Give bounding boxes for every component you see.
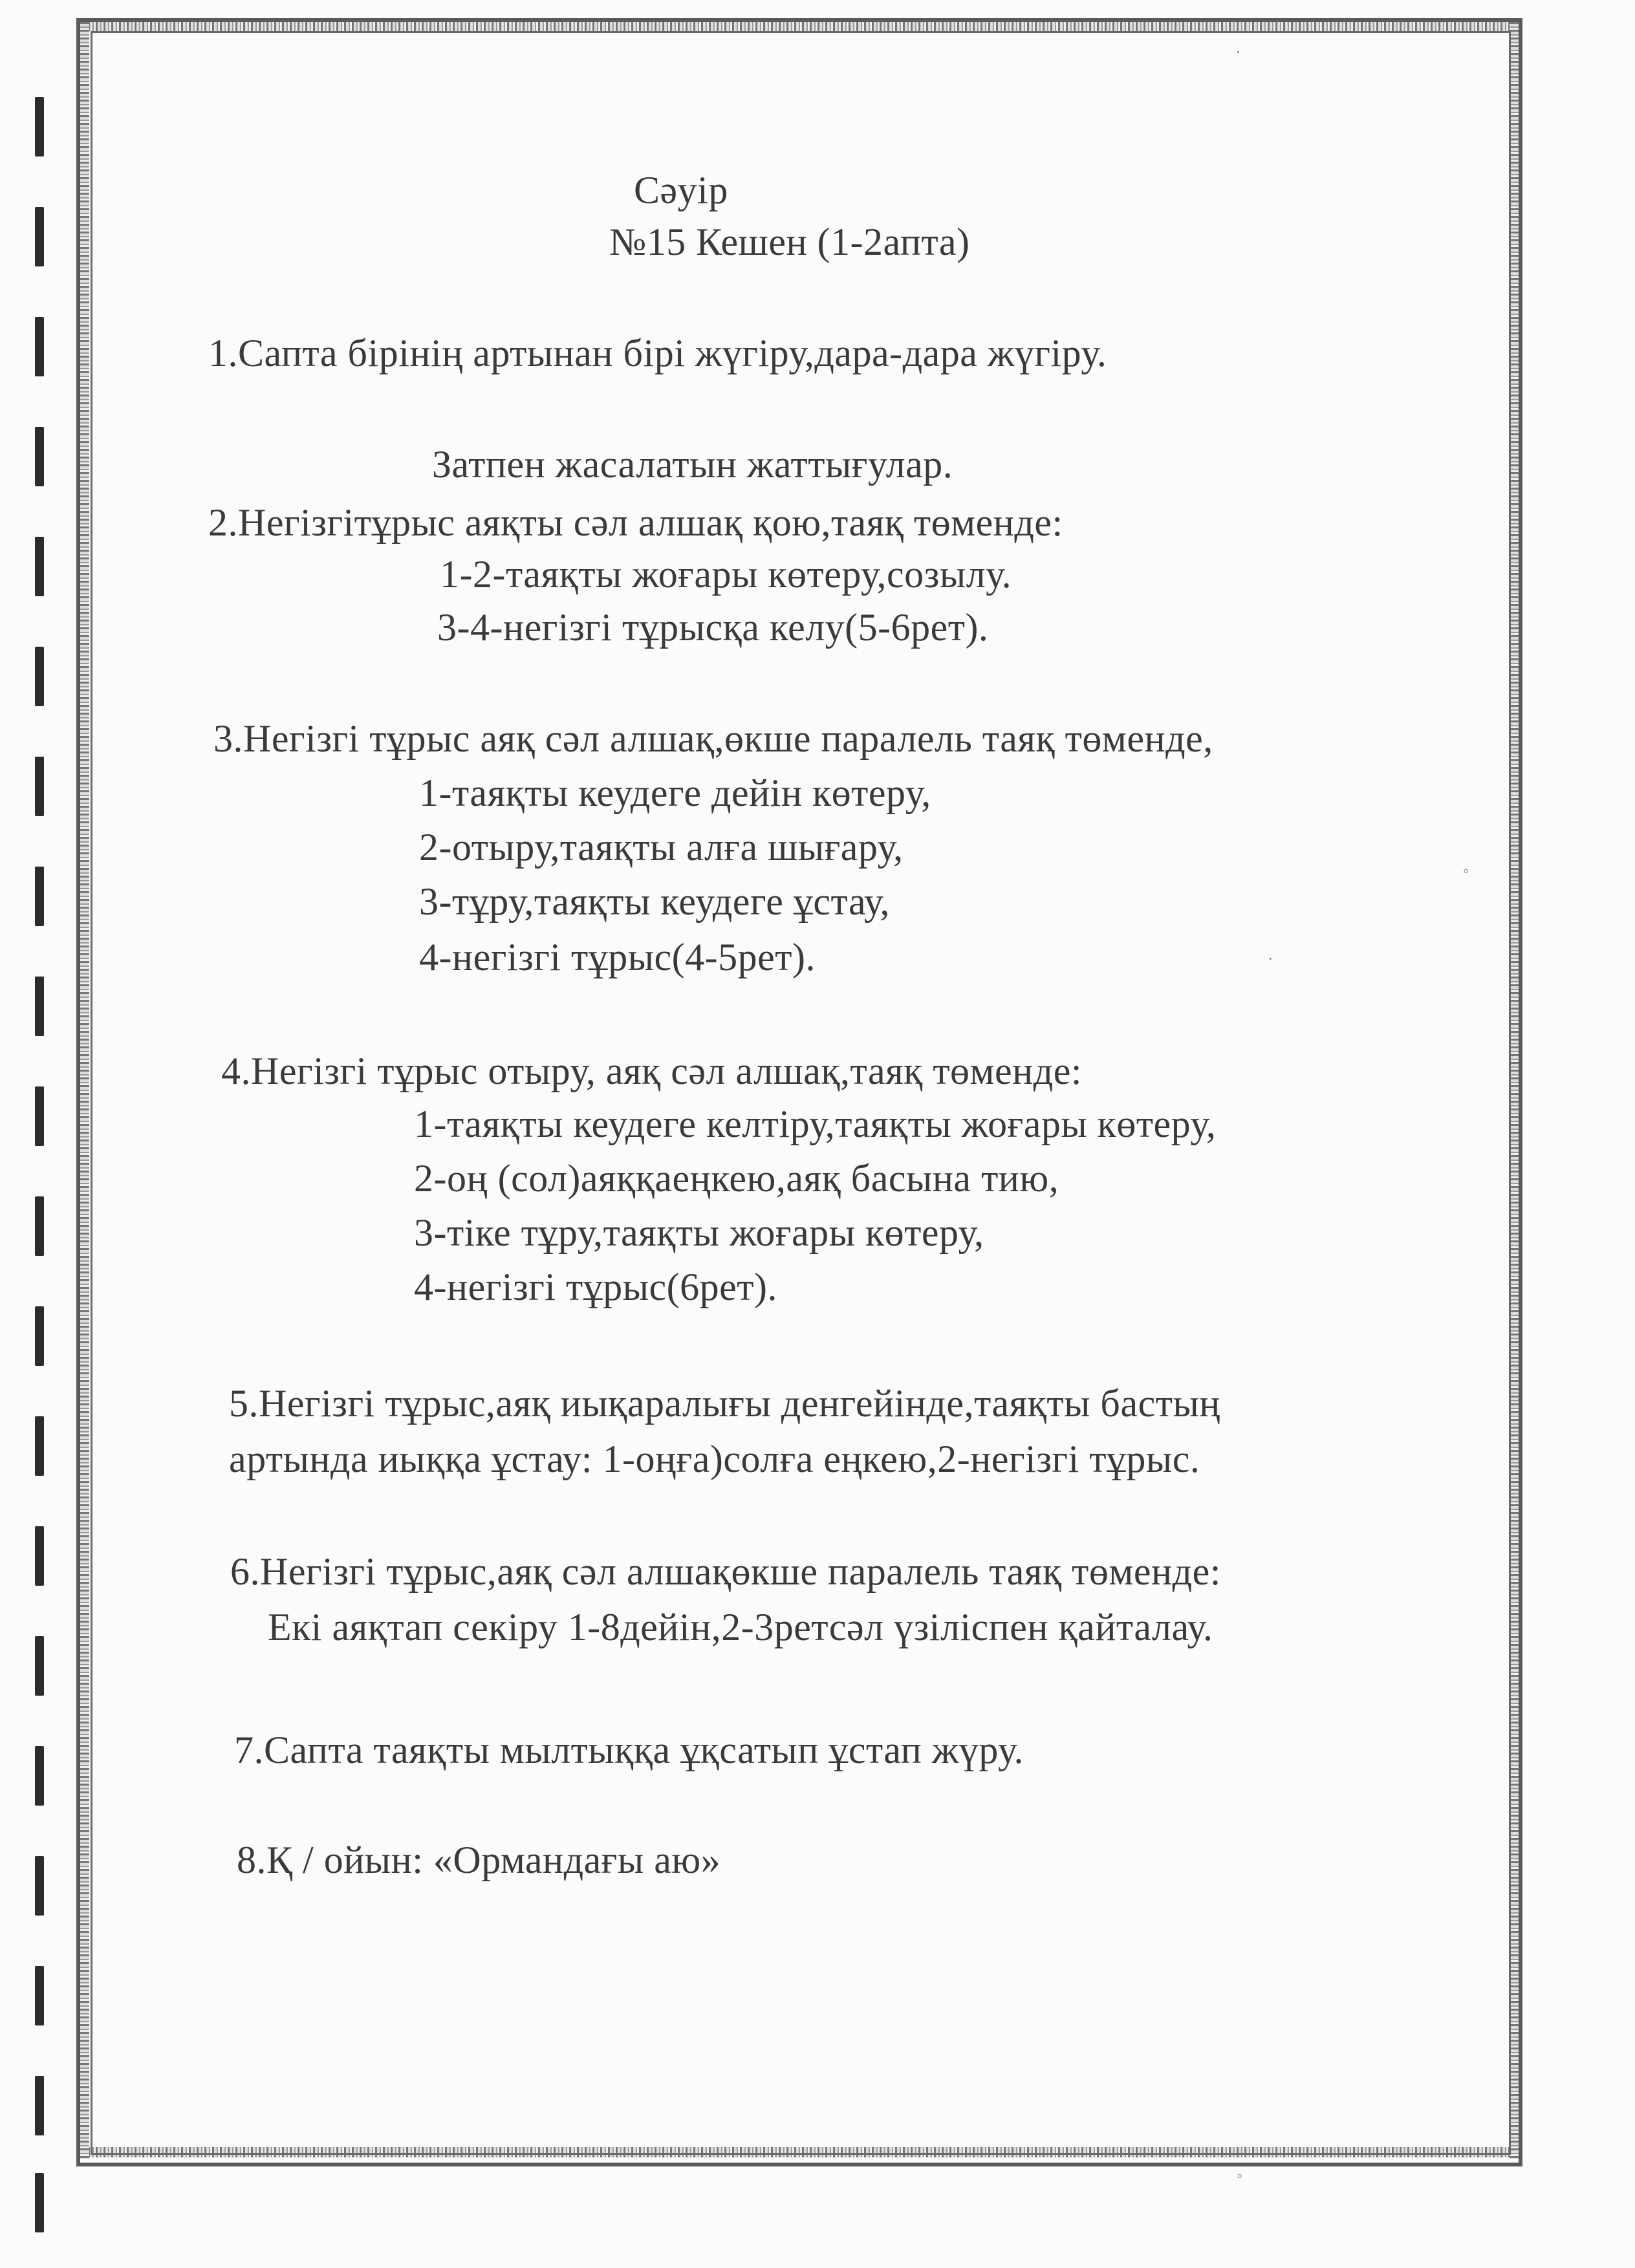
exercise-line-continued: Екі аяқтап секіру 1-8дейін,2-3ретсәл үзіліспен қайталау. bbox=[268, 1606, 1213, 1648]
exercise-line: 1.Сапта бірінің артынан бірі жүгіру,дара-дара жүгіру. bbox=[208, 332, 1107, 374]
section-heading: Затпен жасалатын жаттығулар. bbox=[432, 443, 953, 486]
exercise-line: 4.Негізгі тұрыс отыру, аяқ сәл алшақ,таяқ төменде: bbox=[221, 1050, 1083, 1092]
month-heading: Сәуір bbox=[634, 169, 728, 211]
exercise-line: 3.Негізгі тұрыс аяқ сәл алшақ,өкше паралель таяқ төменде, bbox=[213, 717, 1213, 760]
exercise-step: 1-таяқты кеудеге келтіру,таяқты жоғары көтеру, bbox=[414, 1103, 1217, 1145]
scan-speck: · bbox=[1235, 43, 1241, 61]
exercise-line: 6.Негізгі тұрыс,аяқ сәл алшақөкше паралель таяқ төменде: bbox=[230, 1550, 1221, 1593]
exercise-step: 3-тіке тұру,таяқты жоғары көтеру, bbox=[414, 1211, 984, 1254]
exercise-step: 2-отыру,таяқты алға шығару, bbox=[419, 826, 904, 869]
exercise-step: 1-2-таяқты жоғары көтеру,созылу. bbox=[440, 553, 1012, 596]
exercise-step: 3-4-негізгі тұрысқа келу(5-6рет). bbox=[437, 606, 989, 649]
scan-speck: · bbox=[1268, 949, 1273, 968]
complex-title: №15 Кешен (1-2апта) bbox=[609, 221, 970, 263]
exercise-line: 5.Негізгі тұрыс,аяқ иықаралығы денгейінде,таяқты бастың bbox=[229, 1382, 1220, 1425]
exercise-line: 2.Негізгітұрыс аяқты сәл алшақ қою,таяқ төменде: bbox=[208, 501, 1063, 544]
exercise-step: 1-таяқты кеудеге дейін көтеру, bbox=[419, 772, 931, 814]
exercise-step: 4-негізгі тұрыс(4-5рет). bbox=[419, 936, 816, 978]
game-line: 8.Қ / ойын: «Ормандағы аю» bbox=[237, 1839, 721, 1881]
scan-speck: ◦ bbox=[1463, 861, 1469, 880]
exercise-step: 2-оң (сол)аяққаеңкею,аяқ басына тию, bbox=[414, 1157, 1059, 1200]
exercise-line: 7.Сапта таяқты мылтыққа ұқсатып ұстап жүру. bbox=[234, 1729, 1024, 1771]
scan-speck: ◦ bbox=[1237, 2166, 1243, 2185]
exercise-step: 3-тұру,таяқты кеудеге ұстау, bbox=[419, 880, 891, 923]
exercise-line-continued: артында иыққа ұстау: 1-оңға)солға еңкею,2-негізгі тұрыс. bbox=[229, 1438, 1200, 1480]
exercise-step: 4-негізгі тұрыс(6рет). bbox=[414, 1266, 777, 1308]
